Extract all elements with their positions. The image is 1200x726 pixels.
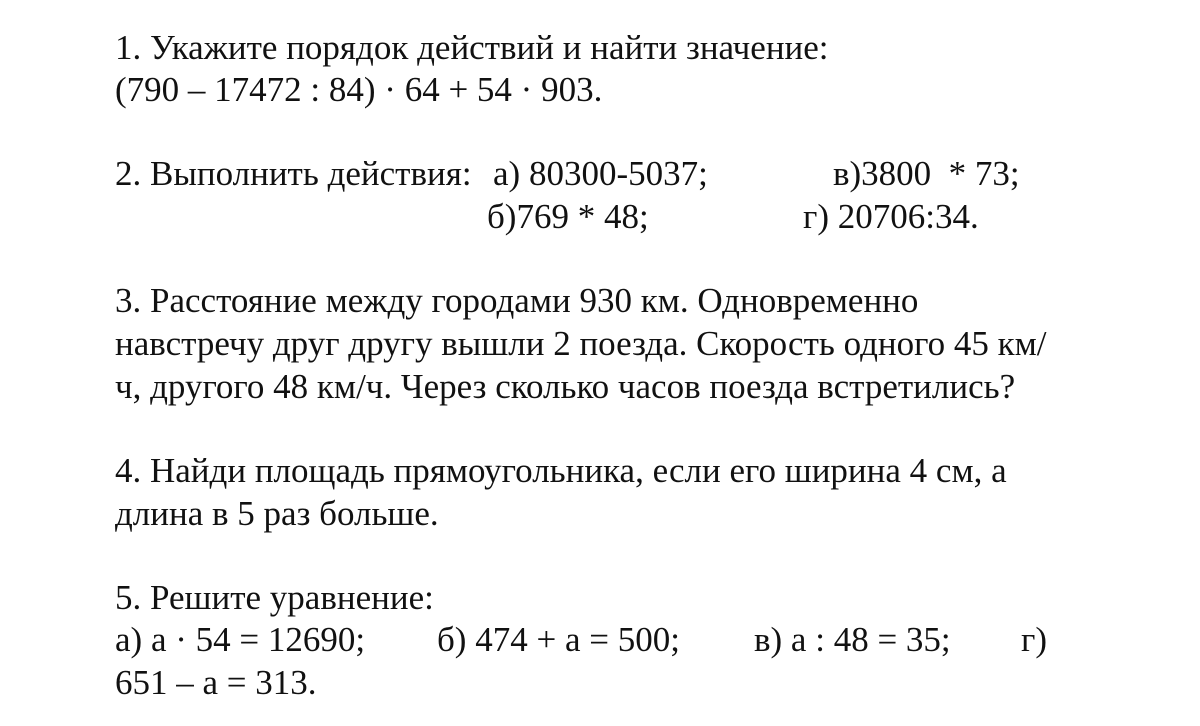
task-2-item-g: г) 20706:34. — [803, 197, 979, 236]
task-4-line-2: длина в 5 раз больше. — [115, 494, 439, 533]
task-2-item-b: б)769 * 48; — [487, 197, 649, 236]
task-1-expression: (790 – 17472 : 84) · 64 + 54 · 903. — [115, 70, 603, 109]
task-5-equation-g: 651 – а = 313. — [115, 663, 317, 702]
task-5-equation-v: в) а : 48 = 35; — [754, 620, 951, 659]
task-4-line-1: 4. Найди площадь прямоугольника, если его ширина 4 см, а — [115, 451, 1007, 490]
task-5-prompt: 5. Решите уравнение: — [115, 578, 434, 617]
task-5-equation-g-label: г) — [1021, 620, 1048, 659]
task-3-line-3: ч, другого 48 км/ч. Через сколько часов поезда встретились? — [115, 367, 1016, 406]
task-5-equation-a: а) а · 54 = 12690; — [115, 620, 366, 659]
task-3-line-2: навстречу друг другу вышли 2 поезда. Скорость одного 45 км/ — [115, 324, 1047, 363]
task-1-prompt: 1. Укажите порядок действий и найти значение: — [115, 28, 829, 67]
task-5-equation-b: б) 474 + а = 500; — [437, 620, 680, 659]
task-2-prompt: 2. Выполнить действия: — [115, 154, 472, 193]
task-2-item-a: а) 80300-5037; — [493, 154, 708, 193]
task-2-item-v: в)3800 * 73; — [833, 154, 1020, 193]
task-3-line-1: 3. Расстояние между городами 930 км. Одновременно — [115, 281, 919, 320]
